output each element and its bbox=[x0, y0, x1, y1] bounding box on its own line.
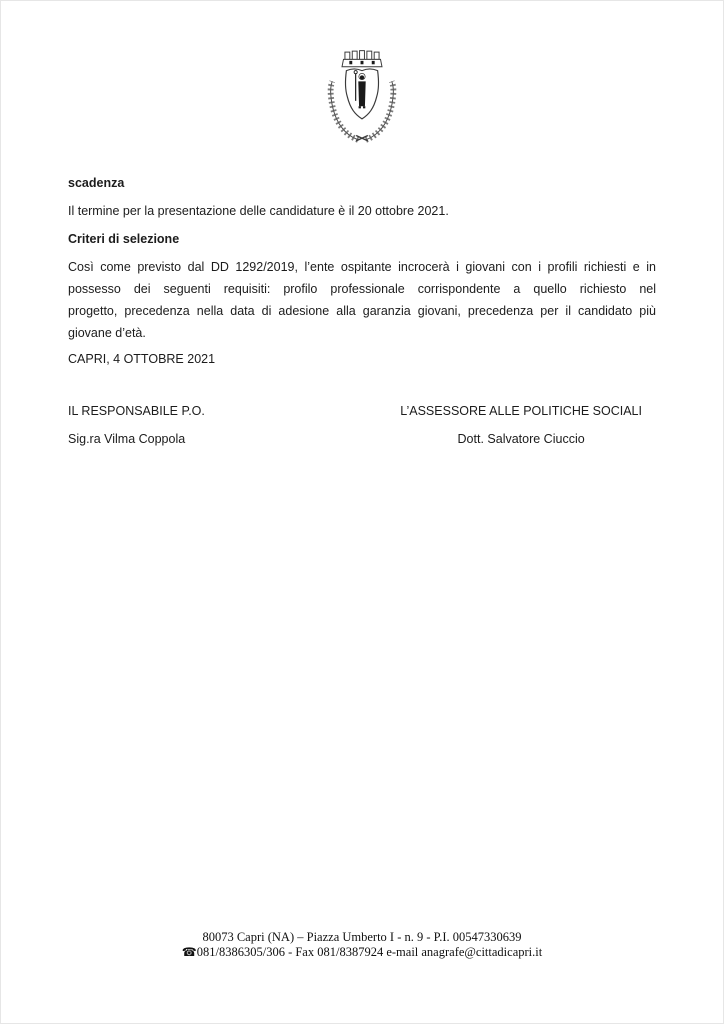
signature-block-responsabile bbox=[68, 400, 205, 450]
document-body bbox=[68, 172, 656, 450]
footer-contacts-text: 081/8386305/306 - Fax 081/8387924 e-mail anagrafe@cittadicapri.it bbox=[196, 945, 543, 959]
criteria-line-3: progetto, precedenza nella data di adesione alla garanzia giovani, precedenza per il candidato più bbox=[68, 304, 656, 318]
criteria-line-2: possesso dei seguenti requisiti: profilo professionale corrispondente a quello richiesto nel bbox=[68, 282, 656, 296]
deadline-line: Il termine per la presentazione delle candidature è il 20 ottobre 2021. bbox=[68, 204, 449, 218]
signature-block-assessore bbox=[400, 400, 642, 450]
signature-name-assessore: Dott. Salvatore Ciuccio bbox=[457, 432, 585, 446]
signature-title-responsabile: IL RESPONSABILE P.O. bbox=[68, 404, 205, 418]
capri-coat-of-arms-icon bbox=[323, 44, 401, 146]
place-date-line: CAPRI, 4 OTTOBRE 2021 bbox=[68, 352, 216, 366]
telephone-icon: ☎ bbox=[181, 945, 197, 959]
signature-name-responsabile: Sig.ra Vilma Coppola bbox=[68, 432, 186, 446]
document-footer bbox=[0, 930, 724, 960]
criteria-line-4: giovane d’età. bbox=[68, 326, 146, 340]
footer-contacts-line bbox=[0, 945, 724, 960]
signature-row bbox=[68, 400, 656, 450]
scadenza-heading: scadenza bbox=[68, 176, 125, 190]
footer-address-line: 80073 Capri (NA) – Piazza Umberto I - n. 9 - P.I. 00547330639 bbox=[202, 930, 522, 944]
criteria-heading: Criteri di selezione bbox=[68, 232, 180, 246]
criteria-line-1: Così come previsto dal DD 1292/2019, l’ente ospitante incrocerà i giovani con i profili richiesti e in bbox=[68, 260, 656, 274]
signature-title-assessore: L’ASSESSORE ALLE POLITICHE SOCIALI bbox=[400, 404, 642, 418]
criteria-paragraph bbox=[68, 256, 656, 344]
